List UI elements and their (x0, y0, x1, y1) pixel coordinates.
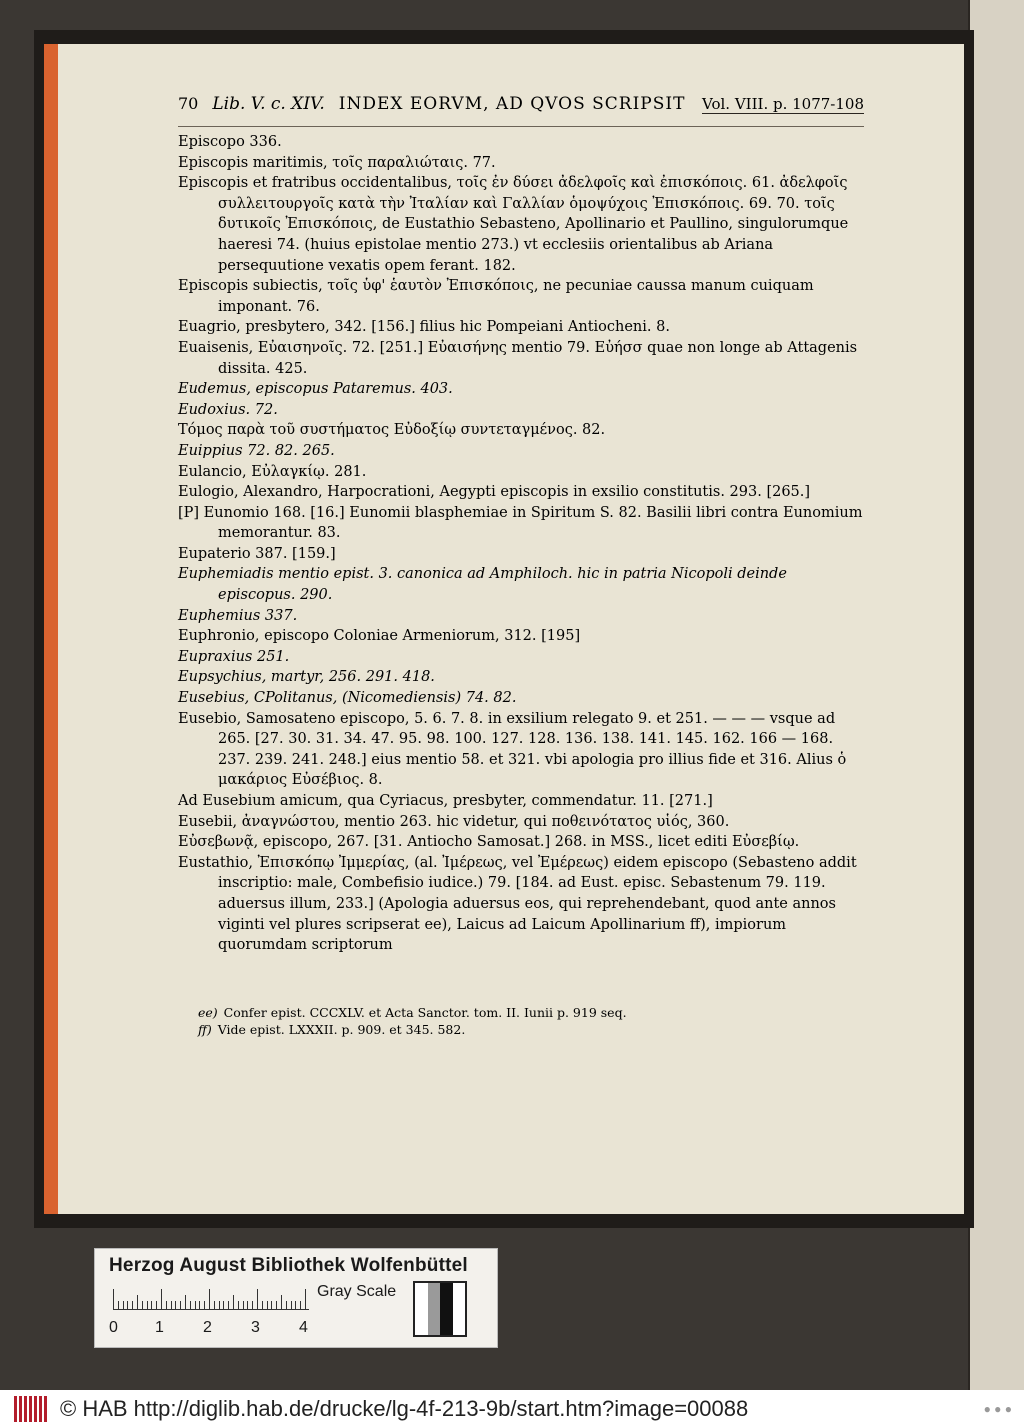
ruler-tick (137, 1295, 138, 1309)
index-entry: Eulogio, Alexandro, Harpocrationi, Aegypti episcopis in exsilio constitutis. 293. [265.] (178, 484, 811, 501)
index-entry: Euagrio, presbytero, 342. [156.] filius hic Pompeiani Antiocheni. 8. (178, 319, 670, 336)
library-name: Herzog August Bibliothek Wolfenbüttel (109, 1255, 468, 1276)
ruler-tick (267, 1301, 268, 1309)
ruler-tick (238, 1301, 239, 1309)
volume-reference: Vol. VIII. p. 1077-108 (702, 95, 864, 113)
page-edge (44, 44, 58, 1214)
ruler-tick (175, 1301, 176, 1309)
index-entry: Euphemius 337. (178, 607, 298, 624)
page-number: 70 (178, 94, 199, 113)
gray-swatch (453, 1283, 466, 1335)
logo-bar (29, 1396, 32, 1422)
index-entry: Euphronio, episcopo Coloniae Armeniorum, 312. [195] (178, 628, 581, 645)
running-header (178, 94, 864, 124)
index-entry: [P] Eunomio 168. [16.] Eunomii blasphemiae in Spiritum S. 82. Basilii libri contra Eunomium memorantur. 83. (178, 504, 863, 542)
ruler-tick (291, 1301, 292, 1309)
ruler-tick (228, 1301, 229, 1309)
index-entry: Episcopo 336. (178, 134, 282, 150)
ruler-tick (147, 1301, 148, 1309)
ruler-tick (300, 1301, 301, 1309)
logo-bar (44, 1396, 47, 1422)
ruler-tick (166, 1301, 167, 1309)
index-entry: Τόμος παρὰ τοῦ συστήματος Εὐδοξίῳ συντεταγμένος. 82. (178, 422, 606, 439)
index-entry: Eudemus, episcopus Pataremus. 403. (178, 381, 453, 398)
ruler-number: 3 (251, 1319, 260, 1336)
ruler-tick (257, 1289, 258, 1309)
ruler-tick (190, 1301, 191, 1309)
logo-bar (19, 1396, 22, 1422)
ruler-tick (199, 1301, 200, 1309)
index-entry: Eupraxius 251. (178, 648, 290, 665)
hab-logo-icon (14, 1396, 48, 1422)
footnote (198, 1004, 858, 1021)
index-entry: Eustathio, Ἐπισκόπῳ Ἰμμερίας, (al. Ἰμέρεως, vel Ἐμέρεως) eidem episcopo (Sebasteno addit inscriptio: male, Combefisio iudice.) 79. [184. ad Eust. episc. Sebastenum 79. 119. aduersus illum, 233.] (Apologia aduersus eos, qui reprehendebant, quod ante annos viginti vel plures scripserat ee), Laicus ad Laicum Apollinarium ff), impiorum quorumdam scriptorum (178, 854, 857, 954)
ruler-tick (123, 1301, 124, 1309)
index-entry: Εὐσεβωνᾷ, episcopo, 267. [31. Antiocho Samosat.] 268. in MSS., licet editi Εὐσεβίῳ. (178, 834, 800, 851)
ruler-tick (295, 1301, 296, 1309)
right-cover-board (968, 0, 1024, 1390)
ruler-tick (281, 1295, 282, 1309)
gray-swatch (415, 1283, 428, 1335)
index-entry: Episcopis maritimis, τοῖς παραλιώταις. 77. (178, 154, 496, 171)
ruler-number: 0 (109, 1319, 118, 1336)
logo-bar (39, 1396, 42, 1422)
ruler-tick (252, 1301, 253, 1309)
ruler-tick (223, 1301, 224, 1309)
ruler-tick (180, 1301, 181, 1309)
footnote-mark: ee) (198, 1005, 218, 1020)
index-entry: Ad Eusebium amicum, qua Cyriacus, presbyter, commendatur. 11. [271.] (178, 793, 713, 809)
logo-bar (24, 1396, 27, 1422)
index-entry: Eudoxius. 72. (178, 401, 278, 418)
ruler-number: 4 (299, 1319, 308, 1336)
ruler-tick (113, 1289, 114, 1309)
book-reference: Lib. V. c. XIV. (212, 94, 325, 114)
footnotes (198, 1004, 858, 1038)
footnote (198, 1021, 858, 1038)
index-entry: Euippius 72. 82. 265. (178, 442, 335, 459)
gray-scale-swatches (413, 1281, 467, 1337)
ruler-tick (185, 1295, 186, 1309)
ruler-tick (262, 1301, 263, 1309)
ruler-tick (132, 1301, 133, 1309)
index-entry: Eusebii, ἀναγνώστου, mentio 263. hic videtur, qui ποθεινότατος υἱός, 360. (178, 813, 730, 830)
index-entry: Episcopis subiectis, τοῖς ὑφ' ἑαυτὸν Ἐπισκόποις, ne pecuniae caussa manum cuiquam imponant. 76. (178, 278, 814, 315)
index-entry: Eusebius, CPolitanus, (Nicomediensis) 74. 82. (178, 690, 517, 707)
footnote-mark: ff) (198, 1022, 212, 1037)
ruler-tick (271, 1301, 272, 1309)
ruler-tick (161, 1289, 162, 1309)
index-entry: Eulancio, Εὐλαγκίῳ. 281. (178, 463, 367, 480)
ruler-tick (171, 1301, 172, 1309)
gray-scale-label: Gray Scale (317, 1283, 397, 1300)
ruler-tick (142, 1301, 143, 1309)
ruler-number: 2 (203, 1319, 212, 1336)
dots-icon: ● ● ● (983, 1402, 1012, 1416)
index-entry: Euphemiadis mentio epist. 3. canonica ad Amphiloch. hic in patria Nicopoli deinde episcopus. 290. (178, 566, 787, 604)
index-entry: Eupsychius, martyr, 256. 291. 418. (178, 669, 435, 686)
index-entry: Eusebio, Samosateno episcopo, 5. 6. 7. 8. in exsilium relegato 9. et 251. — — — vsque ad 265. [27. 30. 31. 34. 47. 95. 98. 100. 127. 128. 136. 138. 141. 145. 162. 166 — 168. 237. 239. 241. 248.] eius mentio 58. et 321. vbi apologia pro illius fide et 316. Alius ὁ μακάριος Εὐσέβιος. 8. (178, 710, 847, 789)
measurement-ruler (113, 1287, 309, 1310)
ruler-tick (204, 1301, 205, 1309)
index-entry: Episcopis et fratribus occidentalibus, τοῖς ἐν δύσει ἀδελφοῖς καὶ ἐπισκόποις. 61. ἀδελφοῖς συλλειτουργοῖς κατὰ τὴν Ἰταλίαν καὶ Γαλλίαν ὁμοψύχοις Ἐπισκόποις. 69. 70. τοῖς δυτικοῖς Ἐπισκόποις, de Eustathio Sebasteno, Apollinario et Paullino, singulorumque haeresi 74. (huius epistolae mentio 273.) vt ecclesiis orientalibus ab Ariana persequutione vexatis opem ferant. 182. (178, 175, 849, 274)
ruler-tick (219, 1301, 220, 1309)
gray-swatch (428, 1283, 441, 1335)
header-rule (178, 126, 864, 127)
index-entry: Euaisenis, Εὐαισηνοῖς. 72. [251.] Εὐαισήνης mentio 79. Εὐήσσ quae non longe ab Attagenis dissita. 425. (178, 339, 858, 377)
ruler-tick (118, 1301, 119, 1309)
index-entries (178, 132, 868, 956)
ruler-tick (243, 1301, 244, 1309)
ruler-tick (195, 1301, 196, 1309)
color-calibration-card (94, 1248, 498, 1348)
ruler-tick (214, 1301, 215, 1309)
gray-swatch (440, 1283, 453, 1335)
ruler-tick (156, 1301, 157, 1309)
footnote-text: Vide epist. LXXXII. p. 909. et 345. 582. (217, 1022, 466, 1037)
ruler-number: 1 (155, 1319, 164, 1336)
ruler-tick (305, 1289, 306, 1309)
ruler-tick (286, 1301, 287, 1309)
footnote-text: Confer epist. CCCXLV. et Acta Sanctor. tom. II. Iunii p. 919 seq. (223, 1005, 627, 1020)
ruler-tick (127, 1301, 128, 1309)
logo-bar (34, 1396, 37, 1422)
ruler-tick (209, 1289, 210, 1309)
ruler-tick (151, 1301, 152, 1309)
ruler-tick (276, 1301, 277, 1309)
page-title: INDEX EORVM, AD QVOS SCRIPSIT (338, 94, 686, 114)
copyright-url[interactable]: © HAB http://diglib.hab.de/drucke/lg-4f-213-9b/start.htm?image=00088 (60, 1396, 749, 1421)
ruler-tick (233, 1295, 234, 1309)
logo-bar (14, 1396, 17, 1422)
index-entry: Eupaterio 387. [159.] (178, 545, 336, 562)
ruler-tick (247, 1301, 248, 1309)
footer-bar (0, 1390, 1024, 1428)
